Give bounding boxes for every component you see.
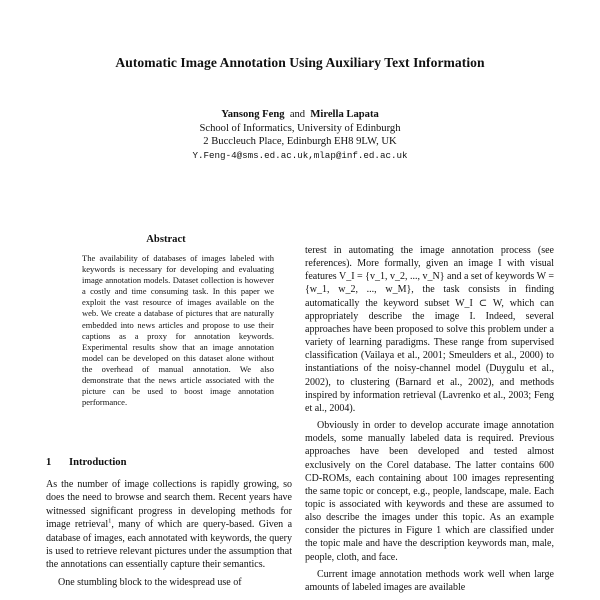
right-paragraph-2: Obviously in order to develop accurate image annotation models, some manually labeled data is required. Previous approaches have been developed and tested almost exclusively on the Corel database. The latter contains 600 CD-ROMs, each containing about 100 images representing the same topic or concept, e.g., people, landscape, male. Each topic is associated with keywords and these are assumed to also describe the images under this topic. As an example consider the pictures in Figure 1 which are classified under the topic male and have the description keywords man, male, people, cloth, and face. xyxy=(305,420,554,563)
right-column-text xyxy=(305,244,554,596)
abstract-text: The availability of databases of images labeled with keywords is necessary for developing and evaluating image annotation models. Dataset collection is however a costly and time consuming task. In this paper we exploit the vast resource of images available on the web. We create a database of pictures that are naturally embedded into news articles and propose to use their captions as a proxy for annotation keywords. Experimental results show that an image annotation model can be developed on this dataset alone without the overhead of manual annotation. We also demonstrate that the news article associated with the picture can be used to boost image annotation performance. xyxy=(82,253,274,408)
section-title: Introduction xyxy=(69,457,127,468)
author-block xyxy=(0,108,600,162)
intro-paragraph-2: One stumbling block to the widespread use of xyxy=(58,576,242,588)
section-number: 1 xyxy=(46,457,52,468)
abstract-heading: Abstract xyxy=(146,234,186,245)
emails: Y.Feng-4@sms.ed.ac.uk,mlap@inf.ed.ac.uk xyxy=(192,149,408,161)
author-1: Yansong Feng xyxy=(221,109,285,120)
author-names xyxy=(0,108,600,122)
author-2: Mirella Lapata xyxy=(310,109,379,120)
address: 2 Buccleuch Place, Edinburgh EH8 9LW, UK xyxy=(203,136,397,148)
right-paragraph-1: terest in automating the image annotation process (see references). More formally, given an image I with visual features V_I = {v_1, v_2, ..., v_N} and a set of keywords W = {w_1, w_2, ..., w_M}, the task consists in finding automatically the keyword subset W_I ⊂ W, which can appropriately describe the image I. Indeed, several approaches have been proposed to solve this problem under a variety of learning paradigms. These range from supervised classification (Vailaya et al., 2001; Smeulders et al., 2000) to instantiations of the noisy-channel model (Duygulu et al., 2002), to clustering (Barnard et al., 2002), and methods inspired by information retrieval (Lavrenko et al., 2003; Feng et al., 2004). xyxy=(305,245,554,414)
footnote-marker: 1 xyxy=(108,517,112,525)
section-heading-introduction xyxy=(46,457,127,468)
paper-title: Automatic Image Annotation Using Auxiliary Text Information xyxy=(115,55,485,70)
intro-paragraph-1: As the number of image collections is rapidly growing, so does the need to browse and search them. Recent years have witnessed significant progress in developing methods for image retrieval$^1$, many of which are query-based. Given a database of images, each annotated with keywords, the query is used to retrieve relevant pictures under the assumption that the annotations can essentially capture their semantics. xyxy=(46,479,292,571)
author-conjunction: and xyxy=(289,109,306,120)
right-paragraph-3: Current image annotation methods work well when large amounts of labeled images are available xyxy=(305,568,554,593)
left-column-text xyxy=(46,478,292,596)
affiliation: School of Informatics, University of Edinburgh xyxy=(199,122,401,134)
